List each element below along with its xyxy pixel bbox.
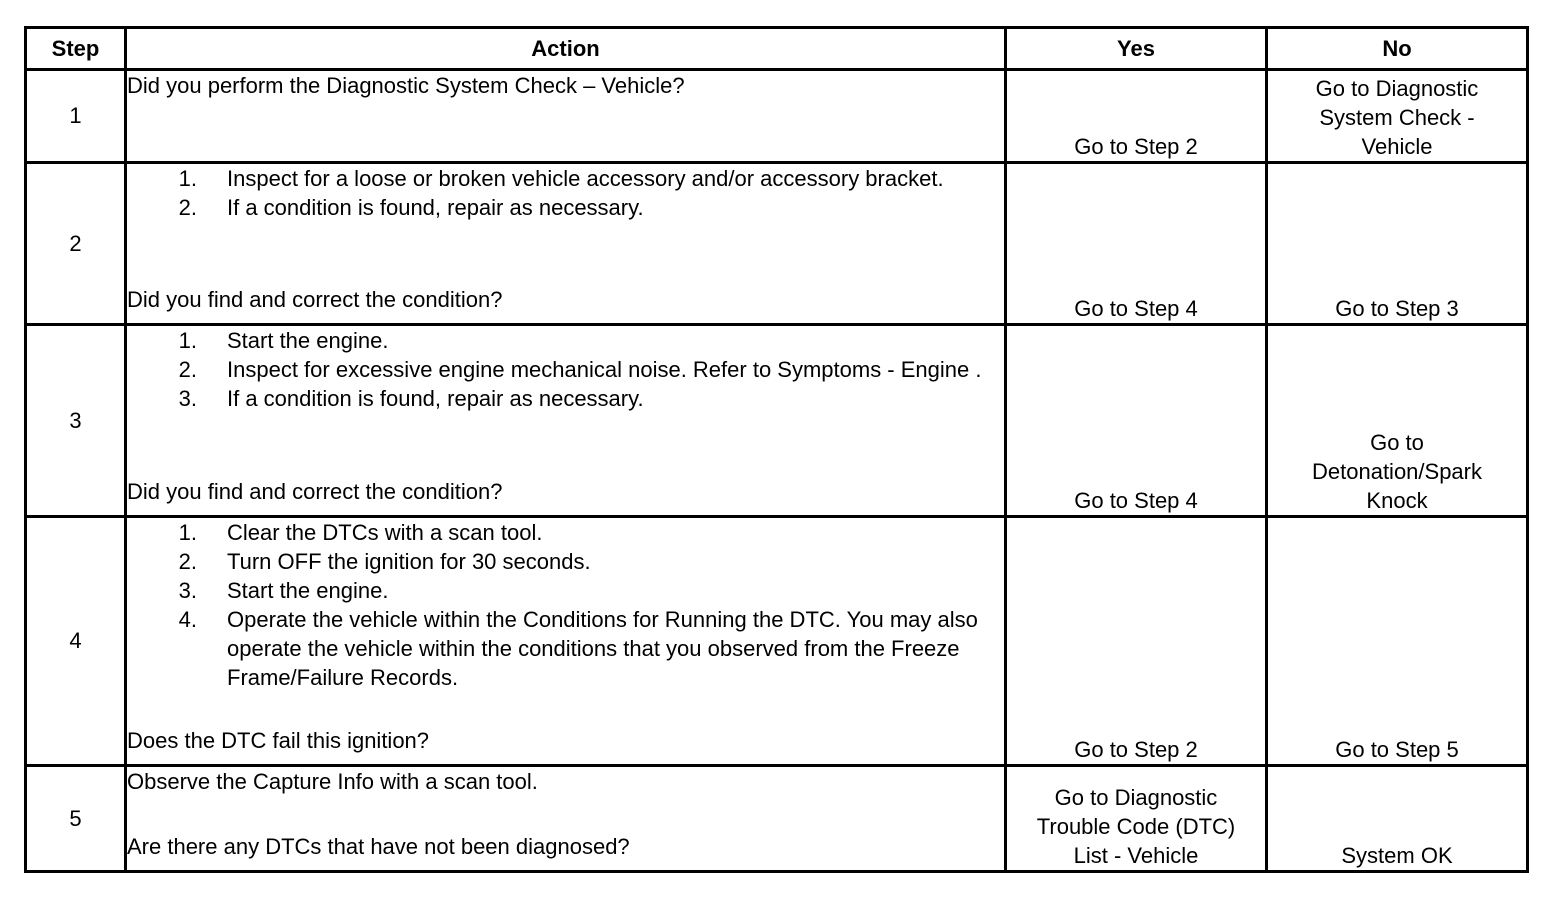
list-item-text: If a condition is found, repair as necessary. (227, 195, 644, 220)
no-cell (1267, 325, 1528, 517)
table-row (26, 517, 1528, 766)
action-question: Are there any DTCs that have not been diagnosed? (127, 834, 630, 859)
yes-cell (1006, 70, 1267, 163)
list-item-text: Start the engine. (227, 328, 389, 353)
header-yes: Yes (1006, 28, 1267, 70)
yes-cell (1006, 517, 1267, 766)
step-number: 2 (26, 163, 126, 325)
list-item-text: Turn OFF the ignition for 30 seconds. (227, 549, 591, 574)
table-row (26, 70, 1528, 163)
yes-line: Trouble Code (DTC) (1036, 814, 1236, 839)
list-item-text: Inspect for excessive engine mechanical noise. Refer to Symptoms - Engine . (227, 357, 982, 382)
yes-line: Go to Step 4 (1074, 488, 1198, 513)
action-list (127, 518, 1004, 692)
list-item-number: 3. (178, 578, 197, 603)
action-cell (126, 766, 1006, 872)
list-item-text: Operate the vehicle within the Conditions for Running the DTC. You may also operate the vehicle within the conditions that you observed from the Freeze Frame/Failure Records. (227, 607, 978, 690)
no-line: System Check - (1319, 105, 1475, 130)
header-no: No (1267, 28, 1528, 70)
list-item-number: 3. (178, 386, 197, 411)
action-intro: Did you perform the Diagnostic System Check – Vehicle? (127, 73, 685, 98)
yes-line: Go to Step 2 (1074, 737, 1198, 762)
no-line: Knock (1366, 488, 1428, 513)
no-line: Detonation/Spark (1312, 459, 1482, 484)
action-question: Did you find and correct the condition? (127, 287, 503, 312)
no-cell (1267, 163, 1528, 325)
yes-line: Go to Diagnostic (1054, 785, 1218, 810)
yes-line: List - Vehicle (1073, 843, 1199, 868)
table-row (26, 766, 1528, 872)
no-cell (1267, 517, 1528, 766)
list-item-text: Clear the DTCs with a scan tool. (227, 520, 543, 545)
action-list (127, 326, 1004, 413)
list-item-number: 2. (178, 357, 197, 382)
yes-cell (1006, 325, 1267, 517)
no-cell (1267, 766, 1528, 872)
header-action: Action (126, 28, 1006, 70)
list-item-text: If a condition is found, repair as necessary. (227, 386, 644, 411)
no-line: System OK (1341, 843, 1453, 868)
table-row (26, 325, 1528, 517)
table-row (26, 163, 1528, 325)
list-item (127, 384, 1004, 413)
action-question: Did you find and correct the condition? (127, 479, 503, 504)
list-item-number: 1. (178, 328, 197, 353)
yes-line: Go to Step 2 (1074, 134, 1198, 159)
step-number: 3 (26, 325, 126, 517)
header-step: Step (26, 28, 126, 70)
list-item-number: 1. (178, 166, 197, 191)
yes-line: Go to Step 4 (1074, 296, 1198, 321)
list-item-number: 2. (178, 195, 197, 220)
action-cell (126, 163, 1006, 325)
action-cell (126, 70, 1006, 163)
yes-cell (1006, 766, 1267, 872)
list-item (127, 576, 1004, 605)
list-item-number: 4. (178, 607, 197, 632)
action-cell (126, 325, 1006, 517)
step-number: 5 (26, 766, 126, 872)
no-line: Go to Step 5 (1335, 737, 1459, 762)
list-item (127, 518, 1004, 547)
list-item (127, 164, 1004, 193)
action-cell (126, 517, 1006, 766)
yes-cell (1006, 163, 1267, 325)
list-item-number: 2. (178, 549, 197, 574)
list-item (127, 605, 1004, 692)
step-number: 1 (26, 70, 126, 163)
no-cell (1267, 70, 1528, 163)
list-item (127, 547, 1004, 576)
list-item (127, 355, 1004, 384)
no-line: Go to Diagnostic (1315, 76, 1479, 101)
diagnostic-table (24, 26, 1529, 873)
action-list (127, 164, 1004, 222)
list-item-number: 1. (178, 520, 197, 545)
list-item-text: Inspect for a loose or broken vehicle accessory and/or accessory bracket. (227, 166, 944, 191)
no-line: Go to Step 3 (1335, 296, 1459, 321)
action-question: Does the DTC fail this ignition? (127, 728, 430, 753)
no-line: Go to (1370, 430, 1424, 455)
action-intro: Observe the Capture Info with a scan tool. (127, 769, 538, 794)
no-line: Vehicle (1361, 134, 1433, 159)
list-item (127, 326, 1004, 355)
step-number: 4 (26, 517, 126, 766)
header-row (26, 28, 1528, 70)
list-item-text: Start the engine. (227, 578, 389, 603)
list-item (127, 193, 1004, 222)
